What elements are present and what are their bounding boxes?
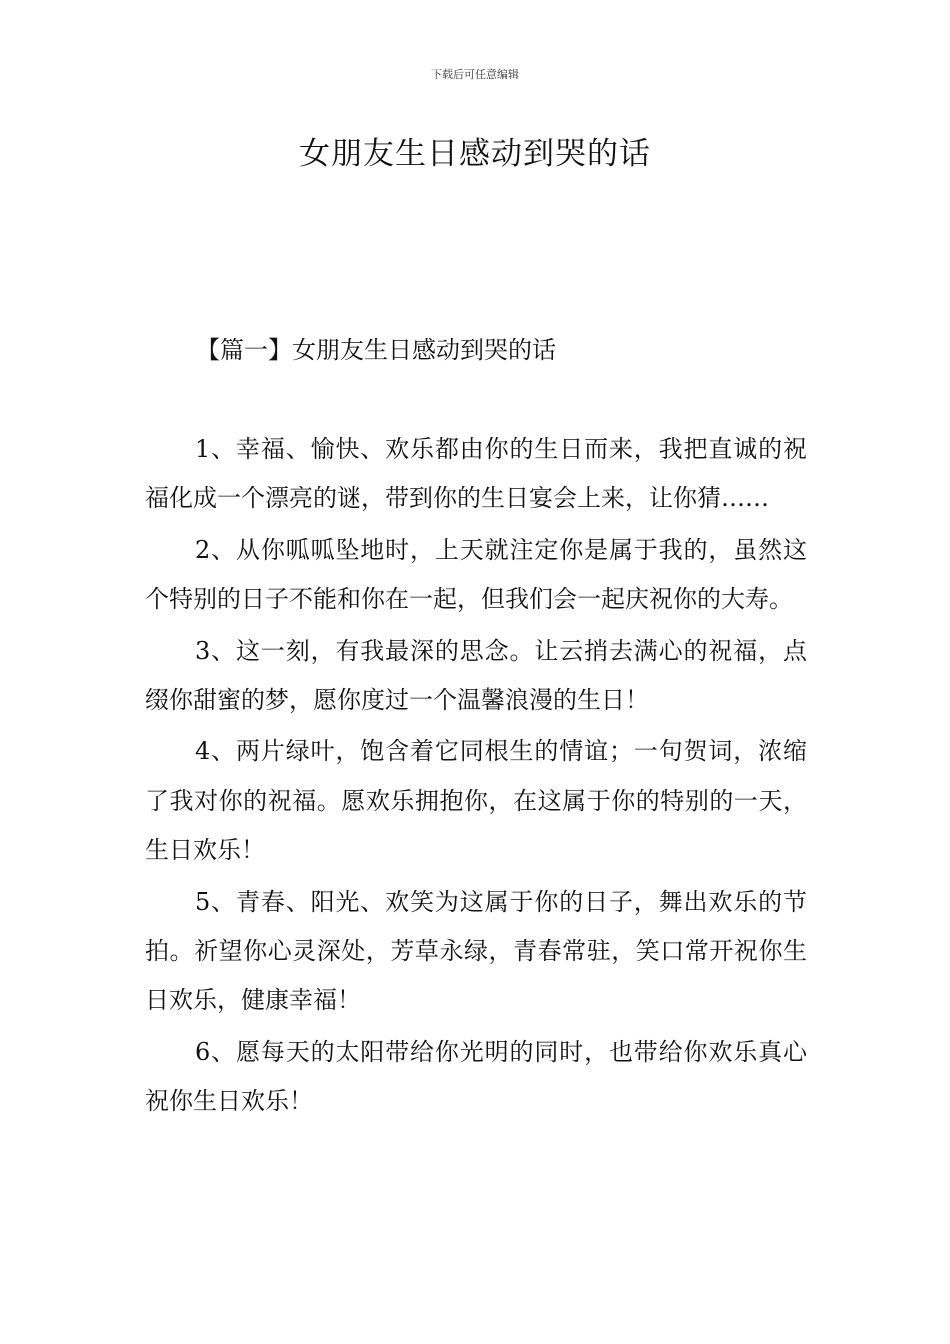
document-title: 女朋友生日感动到哭的话 [299, 136, 651, 172]
paragraph-5: 5、青春、阳光、欢笑为这属于你的日子，舞出欢乐的节拍。祈望你心灵深处，芳草永绿，青春常驻，笑口常开祝你生日欢乐，健康幸福！ [145, 887, 807, 1015]
paragraph-2: 2、从你呱呱坠地时，上天就注定你是属于我的，虽然这个特别的日子不能和你在一起，但我们会一起庆祝你的大寿。 [145, 535, 807, 614]
paragraph-6: 6、愿每天的太阳带给你光明的同时，也带给你欢乐真心祝你生日欢乐！ [145, 1037, 807, 1116]
header-note: 下载后可任意编辑 [431, 68, 519, 81]
paragraph-3: 3、这一刻，有我最深的思念。让云捎去满心的祝福，点缀你甜蜜的梦，愿你度过一个温馨浪漫的生日！ [145, 636, 807, 715]
body-text [145, 425, 807, 1129]
paragraph-4: 4、两片绿叶，饱含着它同根生的情谊；一句贺词，浓缩了我对你的祝福。愿欢乐拥抱你，在这属于你的特别的一天，生日欢乐！ [145, 737, 807, 865]
paragraph-1: 1、幸福、愉快、欢乐都由你的生日而来，我把直诚的祝福化成一个漂亮的谜，带到你的生日宴会上来，让你猜…… [145, 435, 807, 513]
section-heading: 【篇一】女朋友生日感动到哭的话 [196, 336, 556, 364]
